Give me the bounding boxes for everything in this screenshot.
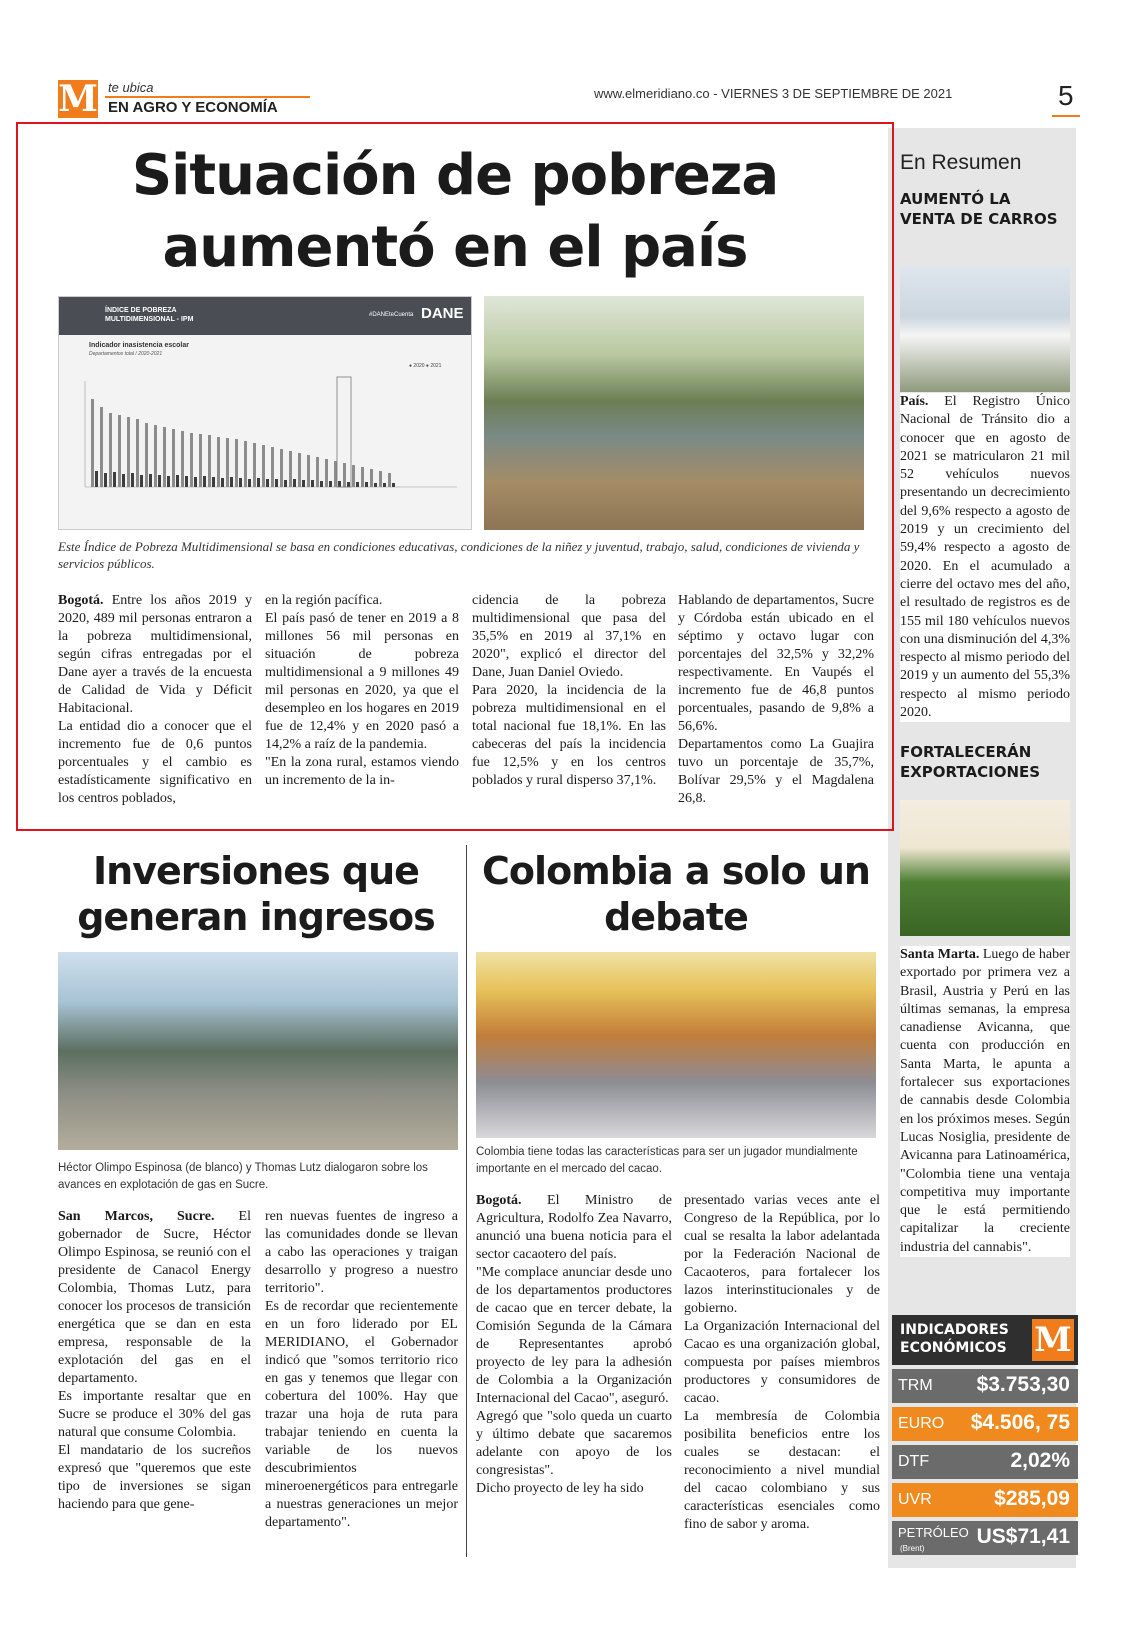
infographic (58, 296, 472, 530)
indicator-label: DTF (898, 1453, 930, 1470)
left-article-text: El gobernador de Sucre, Héctor Olimpo Espinosa, se reunió con el presidente de Canacol Energy Colombia, Thomas Lutz, para conocer los procesos de transición energética que se dan en esta empresa, responsable de la explotación del gas en el departamento. Es importante resaltar que en Sucre se produce el 30% del gas natural que consume Colombia. El mandatario de los sucreños expresó que "queremos que este tipo de inversiones se sigan haciendo para que gene- (58, 1209, 251, 1512)
main-article-column-2: en la región pacífica. El país pasó de tener en 2019 a 8 millones 56 mil personas en situación de pobreza multidimensional a 9 millones 49 mil personas en 2020, ya que el desempleo en los hogares en 2019 fue de 12,4% y en 2020 pasó a 14,2% a raíz de la pandemia. "En la zona rural, estamos viendo un incremento de la in- (265, 593, 459, 788)
section-name: EN AGRO Y ECONOMÍA (108, 99, 278, 116)
indicator-label: UVR (898, 1491, 932, 1508)
river-houses-photo (484, 296, 864, 530)
right-article-headline: Colombia a solo un debate (482, 849, 870, 939)
right-article-column-1 (476, 1192, 672, 1498)
infographic-header-band (59, 297, 471, 335)
right-article-text: El Ministro de Agricultura, Rodolfo Zea Navarro, anunció una buena noticia para el sector cacaotero del país. "Me complace anunciar desde uno de los departamentos productores de cacao que en tercer debate, la Comisión Segunda de la Cámara de Representantes aprobó proyecto de ley para la adhesión de Colombia a la Organización Internacional del Cacao", aseguró. Agregó que "solo queda un cuarto y último debate que sacaremos adelante con apoyo de los congresistas". Dicho proyecto de ley ha sido (476, 1193, 672, 1496)
sidebar-item-1-text (900, 393, 1070, 722)
page-number-rule (1052, 115, 1080, 117)
section-rule (105, 96, 310, 98)
indicator-value: $285,09 (994, 1487, 1070, 1510)
infographic-band-title: ÍNDICE DE POBREZA MULTIDIMENSIONAL - IPM (105, 307, 194, 323)
infographic-bar-graphic (67, 371, 463, 511)
left-article-column-1 (58, 1208, 251, 1514)
sidebar-item-2-headline: FORTALECERÁN EXPORTACIONES (900, 743, 1041, 781)
dane-logo: DANE (421, 305, 464, 322)
main-article-column-1 (58, 592, 252, 808)
sidebar-item-2-body: Luego de haber exportado por primera vez a Brasil, Austria y Perú en las últimas semanas, la empresa canadiense Avicanna, que cuenta con producción en Santa Marta, le apunta a fortalecer sus exportaciones de cannabis desde Colombia en los próximos meses. Según Lucas Nosiglia, presidente de Avicanna para Latinoamérica, "Colombia tiene una ventaja competitiva muy importante que le está permitiendo capitalizar la creciente industria del cannabis". (900, 947, 1070, 1255)
left-photo-caption: Héctor Olimpo Espinosa (de blanco) y Thomas Lutz dialogaron sobre los avances en explotación de gas en Sucre. (58, 1162, 428, 1191)
indicator-value: 2,02% (1010, 1449, 1070, 1472)
sidebar-title: En Resumen (900, 151, 1022, 174)
indicators-title: INDICADORES ECONÓMICOS (900, 1322, 1009, 1356)
indicator-uvr (892, 1483, 1078, 1517)
site-and-date: www.elmeridiano.co - VIERNES 3 DE SEPTIEMBRE DE 2021 (594, 86, 953, 101)
indicator-trm (892, 1369, 1078, 1403)
newspaper-logo: M (58, 78, 98, 120)
dateline: Santa Marta. (900, 947, 980, 962)
dateline: País. (900, 394, 929, 409)
section-kicker: te ubica (108, 80, 154, 95)
indicator-value: $3.753,30 (976, 1373, 1070, 1396)
dateline: Bogotá. (476, 1193, 522, 1208)
infographic-chart-subtitle: Departamentos total / 2020-2021 (89, 351, 163, 357)
main-article-column-3: cidencia de la pobreza multidimensional que pasa del 35,5% en 2019 al 37,1% en 2020", explicó el director del Dane, Juan Daniel Oviedo. Para 2020, la incidencia de la pobreza multidimensional en el total nacional fue 18,1%. En las cabeceras del país la incidencia fue 12,5% y en los centros poblados y rural disperso 37,1%. (472, 593, 666, 788)
infographic-hashtag: #DANEteCuenta (369, 312, 414, 318)
cannabis-field-photo (900, 800, 1070, 936)
indicator-oil (892, 1521, 1078, 1555)
left-article-headline: Inversiones que generan ingresos (77, 849, 435, 939)
right-photo-caption: Colombia tiene todas las características para ser un jugador mundialmente importante en el mercado del cacao. (476, 1146, 858, 1175)
sidebar-item-1-headline: AUMENTÓ LA VENTA DE CARROS (900, 190, 1058, 228)
main-headline: Situación de pobreza aumentó en el país (131, 143, 779, 280)
indicator-sublabel: (Brent) (900, 1544, 925, 1553)
indicator-value: US$71,41 (976, 1525, 1070, 1548)
infographic-legend: ● 2020 ● 2021 (409, 363, 442, 369)
main-article-text: Entre los años 2019 y 2020, 489 mil personas entraron a la pobreza multidimensional, según cifras entregadas por el Dane ayer a través de la encuesta de Calidad de Vida y Déficit Habitacional. La entidad dio a conocer que el incremento fue de 0,6 puntos porcentuales y el cambio es estadísticamente significativo en los centros poblados, (58, 593, 252, 806)
indicators-logo: M (1032, 1319, 1074, 1361)
column-divider (466, 845, 467, 1557)
car-photo (900, 266, 1070, 392)
indicator-label: PETRÓLEO (898, 1525, 969, 1540)
cacao-event-photo (476, 952, 876, 1138)
dateline: San Marcos, Sucre. (58, 1209, 215, 1224)
indicator-value: $4.506, 75 (970, 1411, 1070, 1434)
sidebar-item-1-body: El Registro Único Nacional de Tránsito dio a conocer que en agosto de 2021 se matricularon 21 mil 52 vehículos nuevos presentando un decrecimiento del 9,6% respecto a agosto de 2019 y un crecimiento del 59,4% respecto a agosto de 2020. En el acumulado a cierre del octavo mes del año, el resultado de registros es de 155 mil 180 vehículos nuevos con una disminución del 4,3% respecto al mismo periodo del 2019 y un aumento del 55,3% respecto al mismo periodo 2020. (900, 394, 1070, 721)
infographic-chart-title: Indicador inasistencia escolar (89, 342, 189, 349)
dateline: Bogotá. (58, 593, 104, 608)
main-photo-caption: Este Índice de Pobreza Multidimensional se basa en condiciones educativas, condiciones de la niñez y juventud, trabajo, salud, condiciones de vivienda y servicios públicos. (58, 539, 860, 571)
gas-plant-photo (58, 952, 458, 1150)
indicator-label: TRM (898, 1377, 933, 1394)
page-number: 5 (1058, 80, 1074, 111)
indicators-header (892, 1315, 1078, 1365)
indicator-label: EURO (898, 1415, 945, 1432)
left-article-column-2: ren nuevas fuentes de ingreso a las comunidades donde se llevan a cabo las operaciones y traigan desarrollo y progreso a nuestro territorio". Es de recordar que recientemente en un foro liderado por EL MERIDIANO, el Gobernador indicó que "somos territorio rico en gas y tenemos que llegar con cobertura del 100%. Hay que trazar una hoja de ruta para trabajar teniendo en cuenta la variable de los nuevos descubrimientos mineroenergéticos para entregarle a nuestras generaciones un mejor departamento". (265, 1209, 458, 1530)
right-article-column-2: presentado varias veces ante el Congreso de la República, por lo cual se resalta la labor adelantada por la Federación Nacional de Cacaoteros, para fortalecer los lazos interinstitucionales y de gobierno. La Organización Internacional del Cacao es una organización global, compuesta por países miembros productores y consumidores de cacao. La membresía de Colombia posibilita beneficios entre los cuales se destacan: el reconocimiento a nivel mundial del cacao colombiano y sus características esenciales como fino de sabor y aroma. (684, 1193, 880, 1532)
indicator-dtf (892, 1445, 1078, 1479)
main-article-column-4: Hablando de departamentos, Sucre y Córdoba están ubicado en el séptimo y octavo lugar con porcentajes del 32,5% y 32,2% respectivamente. En Vaupés el incremento fue de 46,8 puntos porcentuales, pasando de 9,8% a 56,6%. Departamentos como La Guajira tuvo un porcentaje de 35,7%, Bolívar 29,5% y el Magdalena 26,8. (678, 593, 874, 806)
indicator-euro (892, 1407, 1078, 1441)
sidebar-item-2-text (900, 946, 1070, 1257)
